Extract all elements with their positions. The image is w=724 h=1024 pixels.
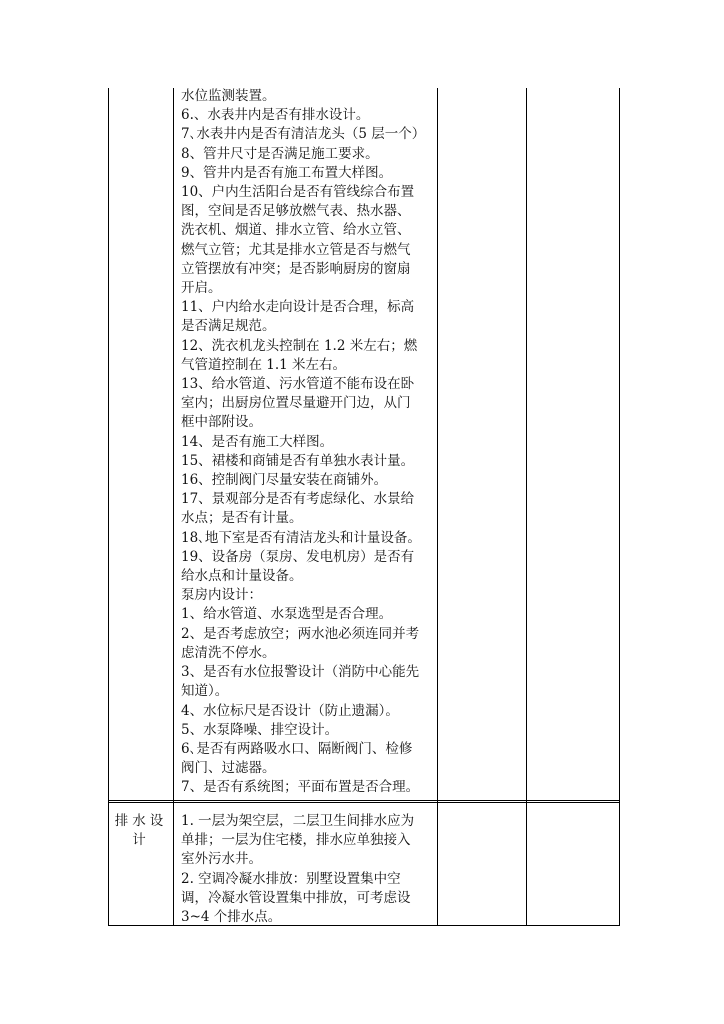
text-line: 2. 空调冷凝水排放：别墅设置集中空 xyxy=(181,870,401,887)
text-line: 立管摆放有冲突；是否影响厨房的窗扇 xyxy=(181,260,411,277)
text-line: 17、景观部分是否有考虑绿化、水景给 xyxy=(181,491,415,508)
row2-lines xyxy=(181,812,433,927)
text-line: 6.、水表井内是否有排水设计。 xyxy=(181,107,370,124)
text-line: 9、管井内是否有施工布置大样图。 xyxy=(181,164,393,181)
text-line: 3~4 个排水点。 xyxy=(181,909,282,926)
text-line: 洗衣机、烟道、排水立管、给水立管、 xyxy=(181,222,411,239)
text-line: 7､水表井内是否有清洁龙头（5 层一个） xyxy=(181,126,426,143)
row2-content-cell xyxy=(181,812,433,927)
text-line: 给水点和计量设备。 xyxy=(181,568,303,585)
text-line: 泵房内设计： xyxy=(181,587,262,604)
text-line: 15、裙楼和商铺是否有单独水表计量。 xyxy=(181,452,415,469)
text-line: 室内；出厨房位置尽量避开门边，从门 xyxy=(181,395,411,412)
text-line: 燃气立管；尤其是排水立管是否与燃气 xyxy=(181,241,411,258)
text-line: 3、是否有水位报警设计（消防中心能先 xyxy=(181,664,420,681)
text-line: 开启。 xyxy=(181,280,222,297)
text-line: 单排；一层为住宅楼，排水应单独接入 xyxy=(181,832,411,849)
text-line: 6､是否有两路吸水口、隔断阀门、检修 xyxy=(181,740,413,757)
text-line: 框中部附设。 xyxy=(181,414,262,431)
text-line: 1. 一层为架空层，二层卫生间排水应为 xyxy=(181,813,415,829)
text-line: 18､地下室是否有清洁龙头和计量设备。 xyxy=(181,529,421,546)
text-line: 7、是否有系统图；平面布置是否合理。 xyxy=(181,779,420,796)
text-line: 10、户内生活阳台是否有管线综合布置 xyxy=(181,184,415,201)
category-label-line1: 排水设 xyxy=(114,813,168,829)
text-line: 8、管井尺寸是否满足施工要求。 xyxy=(181,145,379,162)
row2-category-cell xyxy=(109,812,173,850)
text-line: 5、水泵降噪、排空设计。 xyxy=(181,721,339,738)
text-line: 14、是否有施工大样图。 xyxy=(181,433,334,450)
row1-content-cell xyxy=(181,87,433,798)
text-line: 气管道控制在 1.1 米左右。 xyxy=(181,356,347,373)
text-line: 是否满足规范。 xyxy=(181,318,276,335)
text-line: 水位监测装置。 xyxy=(181,88,276,104)
text-line: 19、设备房（泵房、发电机房）是否有 xyxy=(181,548,415,565)
text-line: 11、户内给水走向设计是否合理，标高 xyxy=(181,299,415,316)
text-line: 4、水位标尺是否设计（防止遗漏）。 xyxy=(181,702,399,719)
text-line: 虑清洗不停水。 xyxy=(181,644,276,661)
text-line: 1、给水管道、水泵选型是否合理。 xyxy=(181,606,393,623)
text-line: 图，空间是否足够放燃气表、热水器、 xyxy=(181,203,411,220)
text-line: 调，冷凝水管设置集中排放，可考虑设 xyxy=(181,889,411,906)
text-line: 16、控制阀门尽量安装在商铺外。 xyxy=(181,472,388,489)
text-line: 2、是否考虑放空；两水池必须连同并考 xyxy=(181,625,420,642)
text-line: 阀门、过滤器。 xyxy=(181,760,276,777)
text-line: 水点；是否有计量。 xyxy=(181,510,303,527)
text-line: 13、给水管道、污水管道不能布设在卧 xyxy=(181,376,415,393)
category-label-line2: 计 xyxy=(132,832,150,849)
row-divider xyxy=(108,800,620,803)
text-line: 12、洗衣机龙头控制在 1.2 米左右；燃 xyxy=(181,337,418,354)
text-line: 室外污水井。 xyxy=(181,851,262,868)
text-line: 知道）。 xyxy=(181,683,229,700)
row1-lines xyxy=(181,87,433,798)
